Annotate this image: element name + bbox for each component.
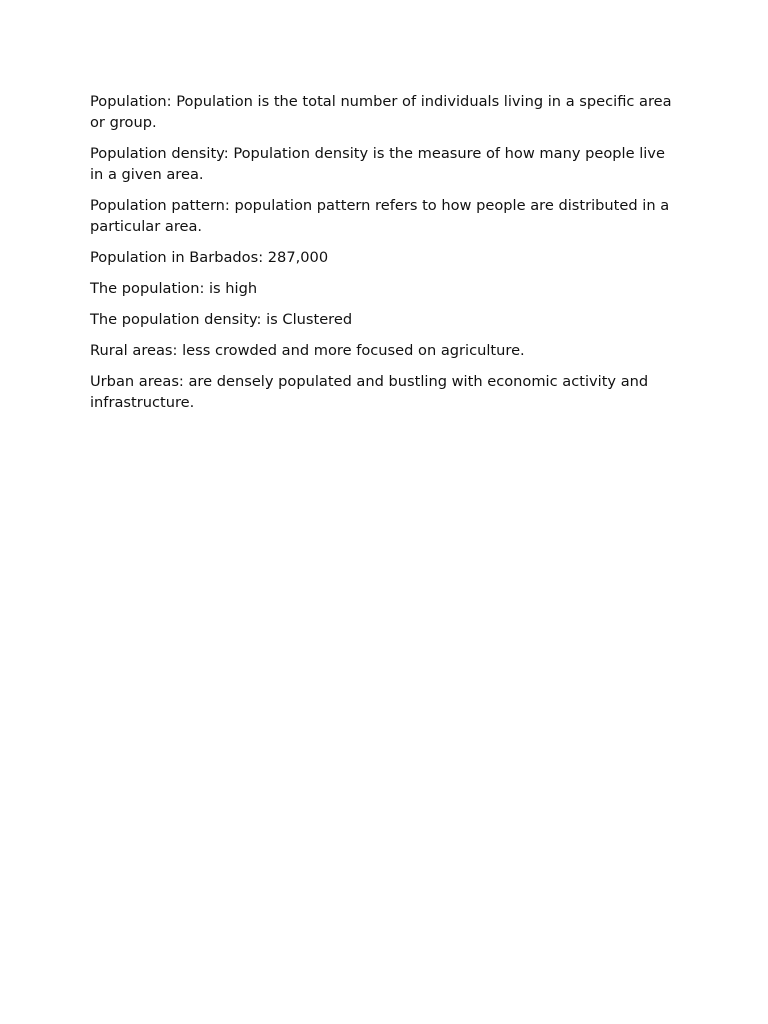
paragraph-population-level: The population: is high [90,280,258,297]
paragraph-population-density-definition: Population density: Population density is the measure of how many people live in a given area. [90,145,665,183]
paragraph-rural-areas: Rural areas: less crowded and more focused on agriculture. [90,342,525,359]
paragraph-population-pattern-definition: Population pattern: population pattern refers to how people are distributed in a particular area. [90,197,670,235]
paragraph-population-density-level: The population density: is Clustered [90,311,353,328]
paragraph-population-definition: Population: Population is the total number of individuals living in a specific area or group. [90,93,672,131]
document-body [90,91,682,423]
paragraph-urban-areas: Urban areas: are densely populated and bustling with economic activity and infrastructure. [90,373,649,411]
paragraph-population-barbados: Population in Barbados: 287,000 [90,249,329,266]
